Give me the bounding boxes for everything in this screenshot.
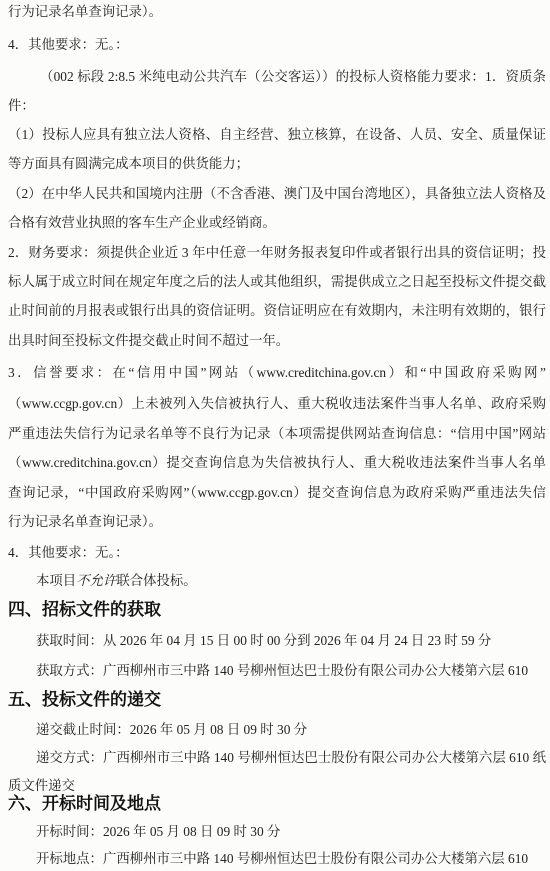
acquisition-method-value: 广西柳州市三中路 140 号柳州恒达巴士股份有限公司办公大楼第六层 610 bbox=[102, 663, 529, 678]
credit-requirement-line: 查询记录，“中国政府采购网”（www.ccgp.gov.cn）提交查询信息为政府采购严重违法失信 bbox=[8, 485, 546, 500]
consortium-note bbox=[36, 571, 546, 591]
section-heading-opening: 六、开标时间及地点 bbox=[8, 794, 161, 814]
credit-requirement-line: （www.ccgp.gov.cn）上未被列入失信被执行人、重大税收违法案件当事人名单、政府采购 bbox=[8, 396, 546, 411]
acquisition-method-label: 获取方式： bbox=[36, 663, 103, 678]
qualification-item-1-cont: 等方面具有圆满完成本项目的供货能力； bbox=[8, 156, 250, 171]
other-requirements-previous: 4．其他要求：无。： bbox=[8, 37, 129, 52]
submission-deadline-value: 2026 年 05 月 08 日 09 时 30 分 bbox=[129, 722, 308, 737]
submission-method-value: 广西柳州市三中路 140 号柳州恒达巴士股份有限公司办公大楼第六层 610 纸 bbox=[103, 750, 546, 765]
credit-requirement-line: 行为记录名单查询记录）。 bbox=[8, 514, 162, 529]
financial-requirement-line: 2．财务要求：须提供企业近 3 年中任意一年财务报表复印件或者银行出具的资信证明；投 bbox=[8, 245, 546, 260]
submission-deadline bbox=[36, 720, 546, 740]
qualification-item-2-cont: 合格有效营业执照的客车生产企业或经销商。 bbox=[8, 215, 276, 230]
consortium-note-prefix: 本项目 bbox=[36, 573, 77, 588]
lot-002-qualification-intro-cont: 件： bbox=[8, 98, 35, 113]
credit-requirement-line: 3．信誉要求：在“信用中国”网站（www.creditchina.gov.cn）和“中国政府采购网” bbox=[8, 365, 546, 380]
opening-time bbox=[36, 822, 546, 842]
credit-requirement-line: （www.creditchina.gov.cn）提交查询信息为失信被执行人、重大税收违法案件当事人名单 bbox=[8, 455, 547, 470]
acquisition-method bbox=[36, 661, 546, 681]
submission-deadline-label: 递交截止时间： bbox=[36, 722, 130, 737]
opening-location-label: 开标地点： bbox=[36, 851, 103, 866]
qualification-item-2: （2）在中华人民共和国境内注册（不含香港、澳门及中国台湾地区），具备独立法人资格及 bbox=[8, 186, 546, 201]
consortium-note-emphasis: 不允许 bbox=[76, 573, 117, 588]
acquisition-time bbox=[36, 631, 546, 651]
previous-item-tail: 行为记录名单查询记录）。 bbox=[8, 4, 162, 19]
opening-time-value: 2026 年 05 月 08 日 09 时 30 分 bbox=[102, 824, 281, 839]
submission-method-cont: 质文件递交 bbox=[8, 778, 75, 793]
financial-requirement-line: 标人属于成立时间在规定年度之后的法人或其他组织，需提供成立之日起至投标文件提交截 bbox=[8, 274, 546, 289]
credit-requirement-line: 严重违法失信行为记录名单等不良行为记录（本项需提供网站查询信息：“信用中国”网站 bbox=[8, 426, 546, 441]
opening-location bbox=[36, 849, 546, 869]
lot-002-qualification-intro: （002 标段 2:8.5 米纯电动公共汽车（公交客运））的投标人资格能力要求：1．资质条 bbox=[40, 69, 546, 84]
submission-method bbox=[36, 748, 546, 768]
opening-time-label: 开标时间： bbox=[36, 824, 103, 839]
opening-location-value: 广西柳州市三中路 140 号柳州恒达巴士股份有限公司办公大楼第六层 610 bbox=[102, 851, 529, 866]
qualification-item-1: （1）投标人应具有独立法人资格、自主经营、独立核算，在设备、人员、安全、质量保证 bbox=[8, 127, 546, 142]
submission-method-label: 递交方式： bbox=[36, 750, 104, 765]
other-requirements: 4．其他要求：无。： bbox=[8, 545, 129, 560]
financial-requirement-line: 出具时间至投标文件提交截止时间不超过一年。 bbox=[8, 333, 290, 348]
section-heading-submission: 五、投标文件的递交 bbox=[8, 690, 161, 710]
consortium-note-suffix: 联合体投标。 bbox=[116, 573, 197, 588]
section-heading-acquisition: 四、招标文件的获取 bbox=[8, 600, 161, 620]
acquisition-time-value: 从 2026 年 04 月 15 日 00 时 00 分到 2026 年 04 月 24 日 23 时 59 分 bbox=[102, 633, 492, 648]
acquisition-time-label: 获取时间： bbox=[36, 633, 103, 648]
financial-requirement-line: 止时间前的月报表或银行出具的资信证明。资信证明应在有效期内，未注明有效期的，银行 bbox=[8, 303, 546, 318]
